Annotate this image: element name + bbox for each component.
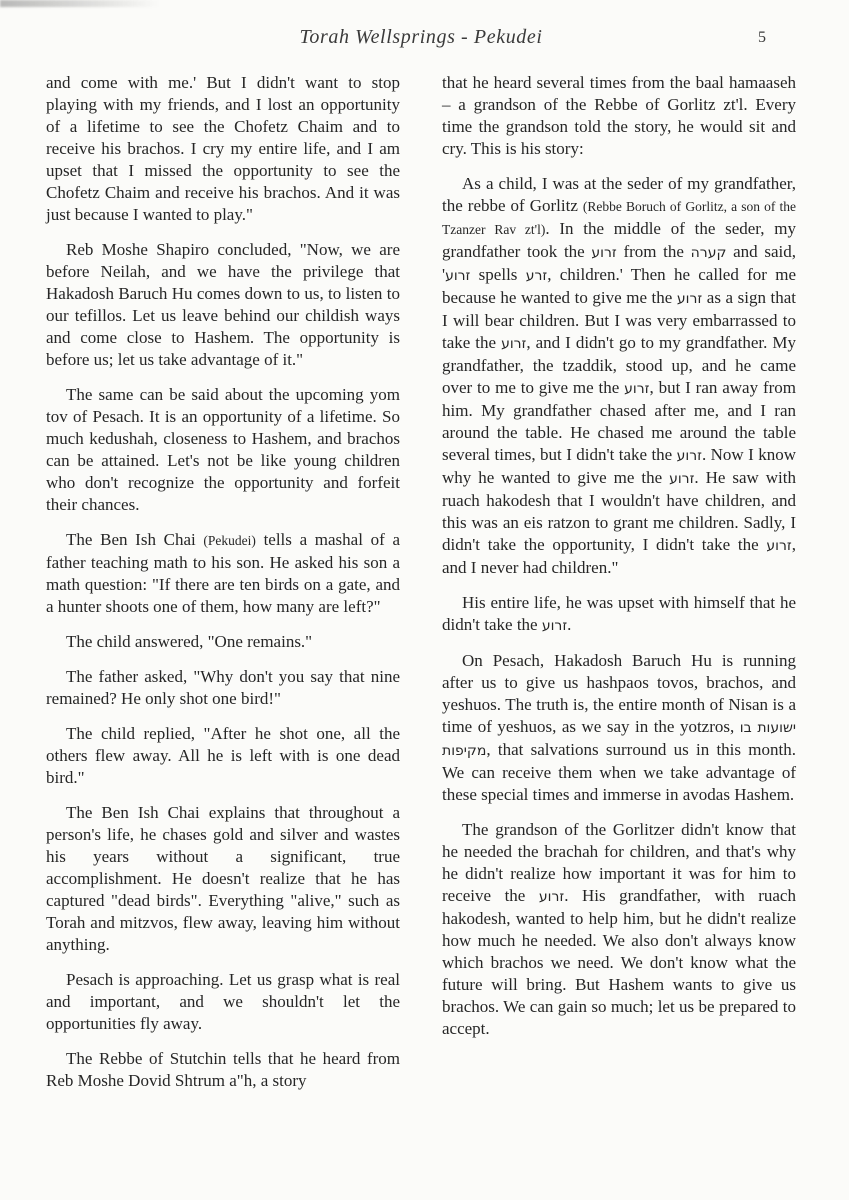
scan-edge-artifact (0, 0, 160, 7)
parenthetical-note: (Pekudei) (203, 533, 256, 548)
hebrew-term: זרוע (676, 448, 702, 464)
body-text: . Now I know why he wanted to give me the (442, 445, 796, 487)
body-text: The Ben Ish Chai explains that throughout a person's life, he chases gold and silver and wastes his years without a significant, true accomplishment. He doesn't realize that he has captured "dead birds". Everything "alive," such as Torah and mitzvos, flew away, leaving him without anything. (46, 803, 400, 954)
hebrew-term: זרוע (445, 268, 471, 284)
body-text: The same can be said about the upcoming yom tov of Pesach. It is an opportunity of a lifetime. So much kedushah, closeness to Hashem, and brachos can be attained. Let's not be like young children who don't recognize the opportunity and forfeit their chances. (46, 385, 400, 514)
body-text: , that salvations surround us in this month. We can receive them when we take advantage of these special times and immerse in avodas Hashem. (442, 740, 796, 804)
body-text: The grandson of the Gorlitzer didn't know that he needed the brachah for children, and that's why he didn't realize how important it was for him to receive the (442, 820, 796, 905)
body-text: as a sign that I will bear children. But I was very embarrassed to take the (442, 288, 796, 352)
body-text: . In the middle of the seder, my grandfather took the (442, 219, 796, 261)
body-text: , but I ran away from him. My grandfather chased after me, and I ran around the table. He chased me around the table several times, but I didn't take the (442, 378, 796, 464)
body-text: Reb Moshe Shapiro concluded, "Now, we are before Neilah, and we have the privilege that Hakadosh Baruch Hu comes down to us, to listen to our tefillos. Let us leave behind our childish ways and come close to Hashem. The opportunity is before us; let us take advantage of it." (46, 240, 400, 369)
body-text: His entire life, he was upset with himself that he didn't take the (442, 593, 796, 634)
paragraph (46, 384, 400, 516)
left-column (46, 72, 400, 1105)
body-text: from the (616, 242, 691, 261)
paragraph (46, 1048, 400, 1092)
paragraph (46, 723, 400, 789)
paragraph (46, 802, 400, 956)
hebrew-term: זרוע (676, 291, 703, 307)
body-text: , and I never had children." (442, 535, 796, 577)
paragraph (442, 650, 796, 806)
page-header (46, 26, 796, 56)
hebrew-term: זרוע (591, 245, 617, 261)
page-number: 5 (758, 29, 766, 46)
paragraph (46, 666, 400, 710)
body-text: that he heard several times from the baal hamaaseh – a grandson of the Rebbe of Gorlitz zt'l. Every time the grandson told the story, he would sit and cry. This is his story: (442, 73, 796, 158)
body-text: and said, ' (442, 242, 796, 284)
body-text: On Pesach, Hakadosh Baruch Hu is running after us to give us hashpaos tovos, brachos, and yeshuos. The truth is, the entire month of Nisan is a time of yeshuos, as we say in the yotzros, (442, 651, 796, 736)
body-text: Pesach is approaching. Let us grasp what is real and important, and we shouldn't let the opportunities fly away. (46, 970, 400, 1033)
body-text: . He saw with ruach hakodesh that I wouldn't have children, and this was an eis ratzon to grant me children. Sadly, I didn't take the opportunity, I didn't take the (442, 468, 797, 554)
body-text: . His grandfather, with ruach hakodesh, wanted to help him, but he didn't realize how much he needed. We also don't always know which brachos we need. We don't know what the future will bring. But Hashem wants to give us brachos. We can gain so much; let us be prepared to accept. (442, 886, 796, 1038)
hebrew-term: ישועות בו מקיפות (442, 720, 796, 759)
two-column-body (46, 72, 796, 1105)
paragraph (442, 72, 796, 160)
paragraph (46, 631, 400, 653)
parenthetical-note: (Rebbe Boruch of Gorlitz, a son of the Tzanzer Rav zt'l) (442, 199, 796, 237)
body-text: The child replied, "After he shot one, all the others flew away. All he is left with is one dead bird." (46, 724, 400, 787)
body-text: spells (470, 265, 526, 284)
hebrew-term: זרוע (624, 381, 650, 397)
paragraph (46, 969, 400, 1035)
paragraph (46, 529, 400, 618)
hebrew-term: זרוע (538, 889, 565, 905)
paragraph (442, 592, 796, 637)
hebrew-term: קערה (690, 245, 727, 261)
body-text: The Rebbe of Stutchin tells that he heard from Reb Moshe Dovid Shtrum a"h, a story (46, 1049, 400, 1090)
body-text: The father asked, "Why don't you say that nine remained? He only shot one bird!" (46, 667, 400, 708)
body-text: The child answered, "One remains." (66, 632, 313, 651)
body-text: As a child, I was at the seder of my grandfather, the rebbe of Gorlitz (442, 174, 796, 215)
hebrew-term: זרוע (669, 471, 695, 487)
body-text: tells a mashal of a father teaching math to his son. He asked his son a math question: "If there are ten birds on a gate, and a hunter shoots one of them, how many are left?" (46, 530, 400, 616)
body-text: The Ben Ish Chai (66, 530, 204, 549)
right-column (442, 72, 796, 1105)
hebrew-term: זרוע (541, 618, 568, 634)
page-title: Torah Wellsprings - Pekudei (299, 26, 543, 48)
body-text: and come with me.' But I didn't want to stop playing with my friends, and I lost an opportunity of a lifetime to see the Chofetz Chaim and to receive his brachos. I cry my entire life, and I am upset that I missed the opportunity to see the Chofetz Chaim and receive his brachos. And it was just because I wanted to play." (46, 73, 400, 224)
hebrew-term: זרוע (501, 336, 527, 352)
body-text: , children.' Then he called for me because he wanted to give me the (442, 265, 796, 307)
paragraph (442, 819, 796, 1040)
hebrew-term: זרוע (766, 538, 792, 554)
body-text: , and I didn't go to my grandfather. My grandfather, the tzaddik, stood up, and he came over to me to give me the (442, 333, 796, 397)
body-text: . (567, 615, 572, 634)
paragraph (442, 173, 796, 579)
paragraph (46, 72, 400, 226)
paragraph (46, 239, 400, 371)
hebrew-term: זרע (525, 268, 548, 284)
